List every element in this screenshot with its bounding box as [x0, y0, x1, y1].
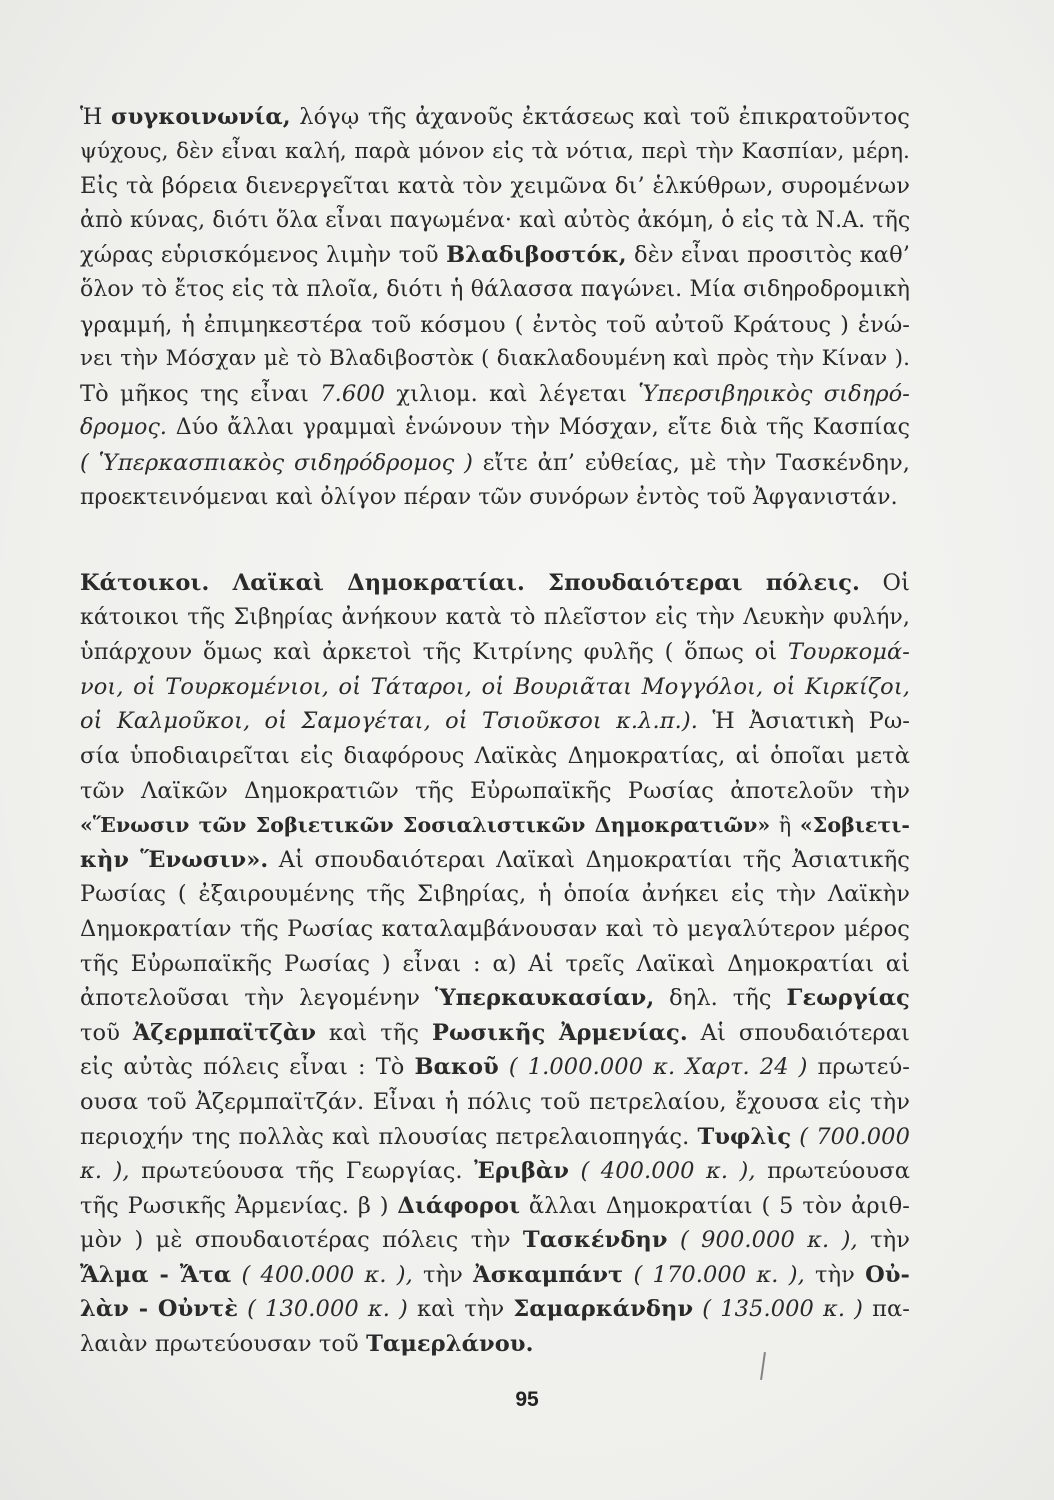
text-line: [80, 566, 910, 601]
text-run: Ὑπερκαυκασίαν,: [434, 985, 655, 1012]
text-run: ἄλλαι Δημοκρατίαι ( 5 τὸν ἀριθ-: [520, 1192, 910, 1219]
text-run: ( Ὑπερκασπιακὸς σιδηρόδρομος ): [80, 449, 473, 476]
text-run: τὴν: [412, 1261, 474, 1288]
text-line: [80, 308, 910, 343]
text-run: Βλαδιβοστόκ,: [446, 242, 627, 269]
text-run: 7.600: [320, 380, 386, 407]
text-run: λόγῳ τῆς ἀχανοῦς ἐκτάσεως καὶ τοῦ ἐπικρατοῦντος: [290, 104, 911, 130]
text-line: [80, 446, 910, 481]
text-run: Σαμαρκάνδην: [513, 1296, 694, 1323]
text-run: Ἐριβὰν: [474, 1158, 570, 1185]
text-run: Κάτοικοι. Λαϊκαὶ Δημοκρατίαι. Σπουδαιότεραι πόλεις.: [80, 570, 860, 596]
text-run: Ρωσικῆς Ἀρμενίας.: [431, 1019, 688, 1046]
text-line: [80, 342, 910, 377]
text-line: [80, 635, 910, 670]
text-run: τὴν: [804, 1261, 866, 1288]
text-line: [80, 877, 910, 912]
text-run: ουσα τοῦ Ἀζερμπαϊτζάν. Εἶναι ἡ πόλις τοῦ πετρελαίου, ἔχουσα εἰς τὴν: [80, 1088, 910, 1115]
text-run: Ρωσίας ( ἐξαιρουμένης τῆς Σιβηρίας, ἡ ὁποία ἀνήκει εἰς τὴν Λαϊκὴν: [80, 881, 910, 908]
text-run: [693, 1296, 702, 1322]
text-line: [80, 238, 910, 273]
paragraph-transport: [80, 100, 910, 515]
text-run: πρωτεύ-: [807, 1054, 910, 1081]
text-run: ( 1.000.000 κ. Χαρτ. 24 ): [508, 1054, 808, 1081]
text-run: γραμμή, ἡ ἐπιμηκεστέρα τοῦ κόσμου ( ἐντὸς τοῦ αὐτοῦ Κράτους ) ἑνώ-: [80, 311, 910, 338]
text-line: [80, 601, 910, 636]
text-run: Δημοκρατίαν τῆς Ρωσίας καταλαμβάνουσαν καὶ τὸ μεγαλύτερον μέρος: [80, 915, 910, 942]
text-run: λαιὰν πρωτεύουσαν τοῦ: [80, 1331, 367, 1358]
text-run: περιοχήν της πολλὰς καὶ πλουσίας πετρελαιοπηγάς.: [80, 1123, 698, 1150]
page-number: 95: [515, 1388, 539, 1411]
text-run: ( 400.000 κ. ),: [580, 1158, 756, 1185]
text-run: ψύχους, δὲν εἶναι καλή, παρὰ μόνον εἰς τὰ νότια, περὶ τὴν Κασπίαν, μέρη.: [80, 138, 910, 164]
text-run: Ταμερλάνου.: [366, 1331, 534, 1358]
text-run: τῶν Λαϊκῶν Δημοκρατιῶν τῆς Εὐρωπαϊκῆς Ρωσίας ἀποτελοῦν τὴν: [80, 777, 910, 804]
text-run: Διάφοροι: [397, 1192, 521, 1219]
text-line: [80, 704, 910, 739]
text-run: [231, 1262, 241, 1288]
text-line: [80, 100, 910, 135]
text-run: ( 135.000 κ. ): [702, 1296, 864, 1323]
text-line: [80, 1292, 910, 1327]
text-line: [80, 1189, 910, 1224]
text-line: [80, 1085, 910, 1120]
text-run: [623, 1262, 633, 1288]
text-line: [80, 1223, 910, 1258]
text-line: [80, 1050, 910, 1085]
text-run: ὑπάρχουν ὅμως καὶ ἀρκετοὶ τῆς Κιτρίνης φυλῆς ( ὅπως οἱ: [80, 639, 788, 666]
text-run: ἀποτελοῦσαι τὴν λεγομένην: [80, 985, 435, 1012]
text-run: δρομος.: [80, 415, 167, 441]
text-run: [499, 1054, 509, 1080]
text-run: Τασκένδην: [522, 1227, 668, 1254]
text-run: Τὸ μῆκος της εἶναι: [80, 380, 321, 407]
text-line: [80, 739, 910, 774]
text-run: [569, 1158, 580, 1184]
text-run: λὰν - Οὐντὲ: [80, 1296, 239, 1323]
text-run: ( 170.000 κ. ),: [633, 1261, 805, 1288]
text-run: τὴν: [857, 1227, 910, 1254]
text-run: χώρας εὑρισκόμενος λιμὴν τοῦ: [80, 242, 447, 269]
text-run: Ἡ: [80, 104, 111, 130]
text-run: πρωτεύουσα τῆς Γεωργίας.: [129, 1158, 475, 1185]
text-run: δὲν εἶναι προσιτὸς καθ’: [626, 242, 910, 269]
text-line: [80, 1258, 910, 1293]
text-run: ( 900.000 κ. ),: [679, 1227, 858, 1254]
text-run: ( 130.000 κ. ): [247, 1296, 408, 1323]
text-run: τοῦ: [80, 1019, 133, 1046]
text-run: Βακοῦ: [414, 1054, 499, 1081]
text-run: εἴτε ἀπ’ εὐθείας, μὲ τὴν Τασκένδην,: [473, 449, 910, 476]
text-run: πρωτεύουσα: [755, 1158, 910, 1185]
text-run: Αἱ σπουδαιότεραι: [687, 1019, 910, 1046]
text-run: Ἀσκαμπάντ: [473, 1261, 624, 1288]
text-line: [80, 1016, 910, 1051]
text-run: Οὐ-: [865, 1261, 910, 1288]
paragraph-inhabitants: [80, 566, 910, 1362]
text-line: [80, 273, 910, 308]
text-run: Τυφλὶς: [697, 1123, 792, 1150]
text-run: καὶ τῆς: [316, 1019, 432, 1046]
text-run: χιλιομ. καὶ λέγεται: [385, 380, 639, 407]
text-run: νοι, οἱ Τουρκομένιοι, οἱ Τάταροι, οἱ Βουριᾶται Μογγόλοι, οἱ Κιρκίζοι,: [80, 673, 910, 700]
text-run: Γεωργίας: [786, 985, 910, 1012]
text-line: [80, 169, 910, 204]
text-line: [80, 774, 910, 809]
text-run: σία ὑποδιαιρεῖται εἰς διαφόρους Λαϊκὰς Δημοκρατίας, αἱ ὁποῖαι μετὰ: [80, 742, 910, 769]
text-run: Ἀζερμπαϊτζὰν: [132, 1019, 317, 1046]
text-run: ( 700.000: [799, 1123, 910, 1150]
text-run: τῆς Ρωσικῆς Ἀρμενίας. β ): [80, 1192, 398, 1219]
text-line: [80, 411, 910, 446]
text-run: Αἱ σπουδαιότεραι Λαϊκαὶ Δημοκρατίαι τῆς Ἀσιατικῆς: [268, 846, 910, 873]
text-line: [80, 670, 910, 705]
text-run: Ἡ Ἀσιατικὴ Ρω-: [698, 708, 910, 735]
text-run: μὸν ) μὲ σπουδαιοτέρας πόλεις τὴν: [80, 1227, 523, 1254]
text-run: καὶ τὴν: [407, 1296, 514, 1323]
text-run: «Ἕνωσιν τῶν Σοβιετικῶν Σοσιαλιστικῶν Δημοκρατιῶν»: [80, 813, 771, 838]
text-run: [238, 1296, 247, 1322]
text-line: [80, 912, 910, 947]
text-line: [80, 1327, 910, 1362]
text-run: κὴν Ἕνωσιν».: [80, 846, 269, 873]
text-line: [80, 135, 910, 170]
text-run: Ἄλμα - Ἄτα: [80, 1261, 232, 1288]
text-run: ἀπὸ κύνας, διότι ὅλα εἶναι παγωμένα· καὶ αὐτὸς ἀκόμη, ὁ εἰς τὰ Ν.Α. τῆς: [80, 207, 911, 233]
text-line: [80, 1154, 910, 1189]
text-line: [80, 981, 910, 1016]
text-line: [80, 843, 910, 878]
text-run: Τουρκομά-: [787, 639, 910, 666]
text-line: [80, 377, 910, 412]
text-run: ( 400.000 κ. ),: [241, 1261, 413, 1288]
text-run: «Σοβιετι-: [799, 813, 910, 838]
text-run: Ὑπερσιβηρικὸς σιδηρό-: [638, 380, 910, 407]
text-run: κ. ),: [80, 1158, 130, 1185]
text-line: [80, 204, 910, 239]
text-run: εἰς αὐτὰς πόλεις εἶναι : Τὸ: [80, 1054, 415, 1081]
text-line: [80, 808, 910, 843]
text-run: ἢ: [770, 813, 800, 838]
text-run: προεκτεινόμεναι καὶ ὀλίγον πέραν τῶν συνόρων ἐντὸς τοῦ Ἀφγανιστάν.: [80, 484, 898, 510]
text-run: [668, 1227, 680, 1253]
text-run: ὅλον τὸ ἔτος εἰς τὰ πλοῖα, διότι ἡ θάλασσα παγώνει. Μία σιδηροδρομικὴ: [80, 276, 910, 302]
text-run: πα-: [863, 1296, 910, 1323]
text-run: οἱ Καλμοῦκοι, οἱ Σαμογέται, οἱ Τσιοῦκσοι κ.λ.π.).: [80, 708, 699, 735]
text-run: Εἰς τὰ βόρεια διενεργεῖται κατὰ τὸν χειμῶνα δι’ ἑλκύθρων, συρομένων: [80, 173, 910, 200]
text-run: νει τὴν Μόσχαν μὲ τὸ Βλαδιβοστὸκ ( διακλαδουμένη καὶ πρὸς τὴν Κίναν ).: [80, 346, 910, 372]
text-line: [80, 947, 910, 982]
text-line: [80, 1120, 910, 1155]
text-run: δηλ. τῆς: [654, 985, 787, 1012]
text-run: συγκοινωνία,: [111, 104, 291, 130]
text-run: Δύο ἄλλαι γραμμαὶ ἑνώνουν τὴν Μόσχαν, εἴτε διὰ τῆς Κασπίας: [166, 415, 910, 441]
text-run: τῆς Εὐρωπαϊκῆς Ρωσίας ) εἶναι : α) Αἱ τρεῖς Λαϊκαὶ Δημοκρατίαι αἱ: [80, 950, 910, 977]
text-run: κάτοικοι τῆς Σιβηρίας ἀνήκουν κατὰ τὸ πλεῖστον εἰς τὴν Λευκὴν φυλήν,: [80, 604, 910, 630]
text-line: [80, 481, 910, 516]
text-run: Οἱ: [859, 570, 910, 596]
